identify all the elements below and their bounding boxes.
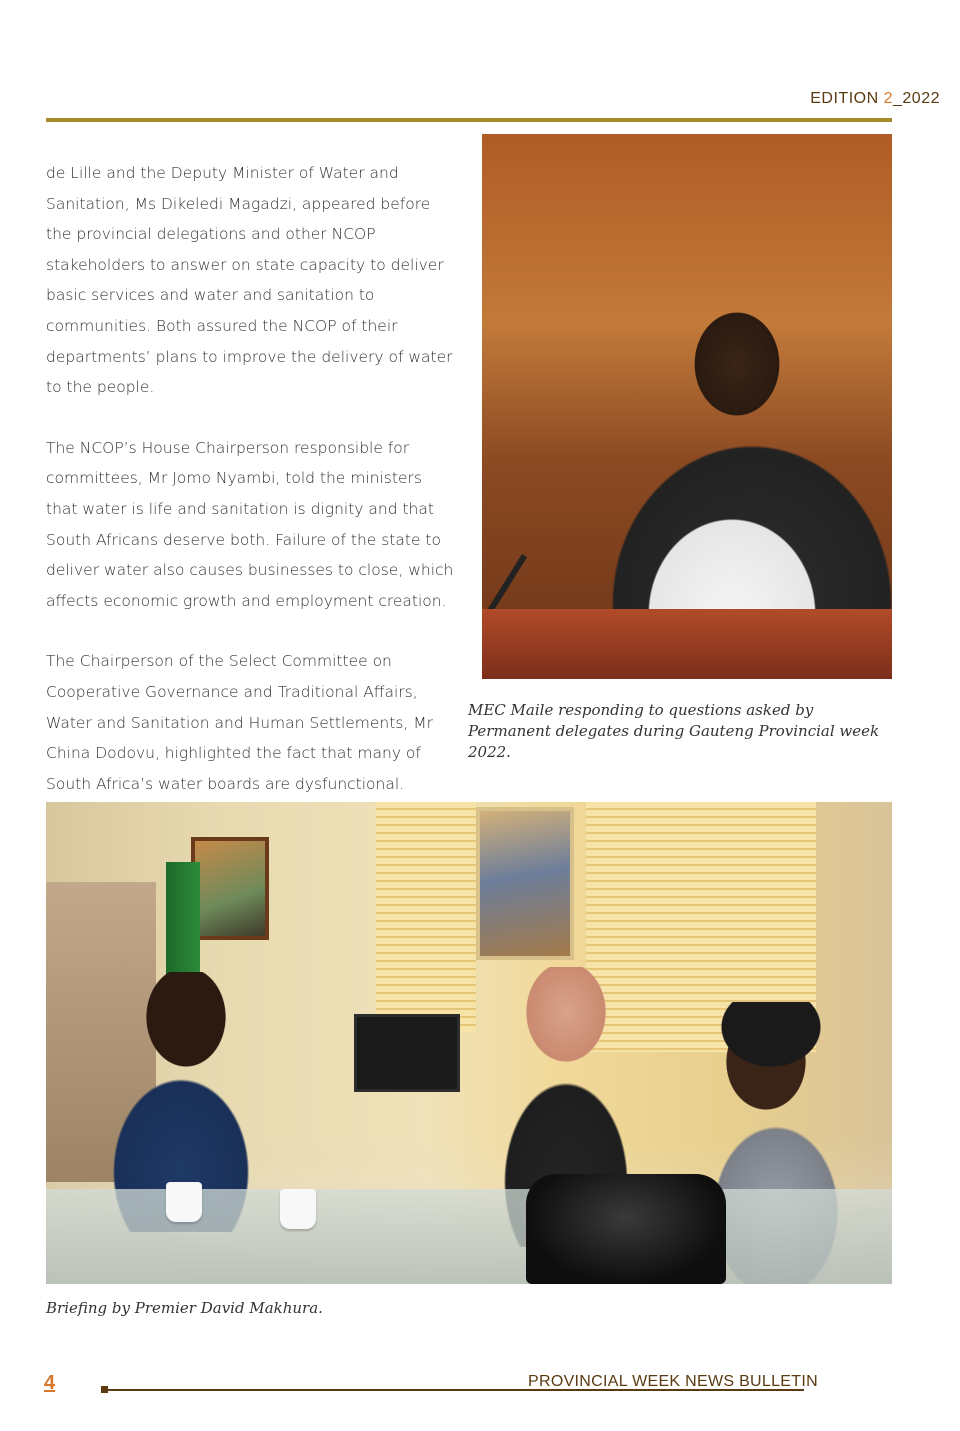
coffee-cup [166, 1182, 202, 1222]
article-paragraph-1: de Lille and the Deputy Minister of Water and Sanitation, Ms Dikeledi Magadzi, appeared before the provincial delegations and other NCOP stakeholders to answer on state capacity to deliver basic services and water and sanitation to communities. Both assured the NCOP of their departments’ plans to improve the delivery of water to the people. [46, 164, 453, 397]
article-body [46, 158, 454, 829]
article-paragraph-2: The NCOP’s House Chairperson responsible for committees, Mr Jomo Nyambi, told the ministers that water is life and sanitation is dignity and that South Africans deserve both. Failure of the state to deliver water also causes businesses to close, which affects economic growth and employment creation. [46, 438, 454, 610]
article-paragraph-3: The Chairperson of the Select Committee on Cooperative Governance and Traditional Affairs, Water and Sanitation and Human Settlements, Mr China Dodovu, highlighted the fact that many of South Africa’s water boards are dysfunctional. [46, 652, 433, 793]
computer-monitor [354, 1014, 460, 1092]
photo-caption-top: MEC Maile responding to questions asked by Permanent delegates during Gauteng Provincial week 2022. [468, 701, 880, 761]
photo-caption-bottom: Briefing by Premier David Makhura. [46, 1299, 323, 1317]
painting-center [476, 807, 574, 960]
photo-mec-maile [482, 134, 892, 679]
coffee-cup [280, 1189, 316, 1229]
page-number: 4 [44, 1372, 56, 1394]
edition-header [0, 90, 940, 108]
photo-briefing-premier [46, 802, 892, 1284]
painting-left [191, 837, 269, 940]
handbag [526, 1174, 726, 1284]
header-rule [46, 118, 892, 122]
desk [482, 609, 892, 679]
window-blinds-left [376, 802, 476, 1032]
edition-year: _2022 [893, 90, 940, 107]
edition-number: 2 [883, 90, 893, 107]
publication-title: PROVINCIAL WEEK NEWS BULLETIN [528, 1373, 818, 1390]
edition-label: EDITION [810, 90, 884, 107]
